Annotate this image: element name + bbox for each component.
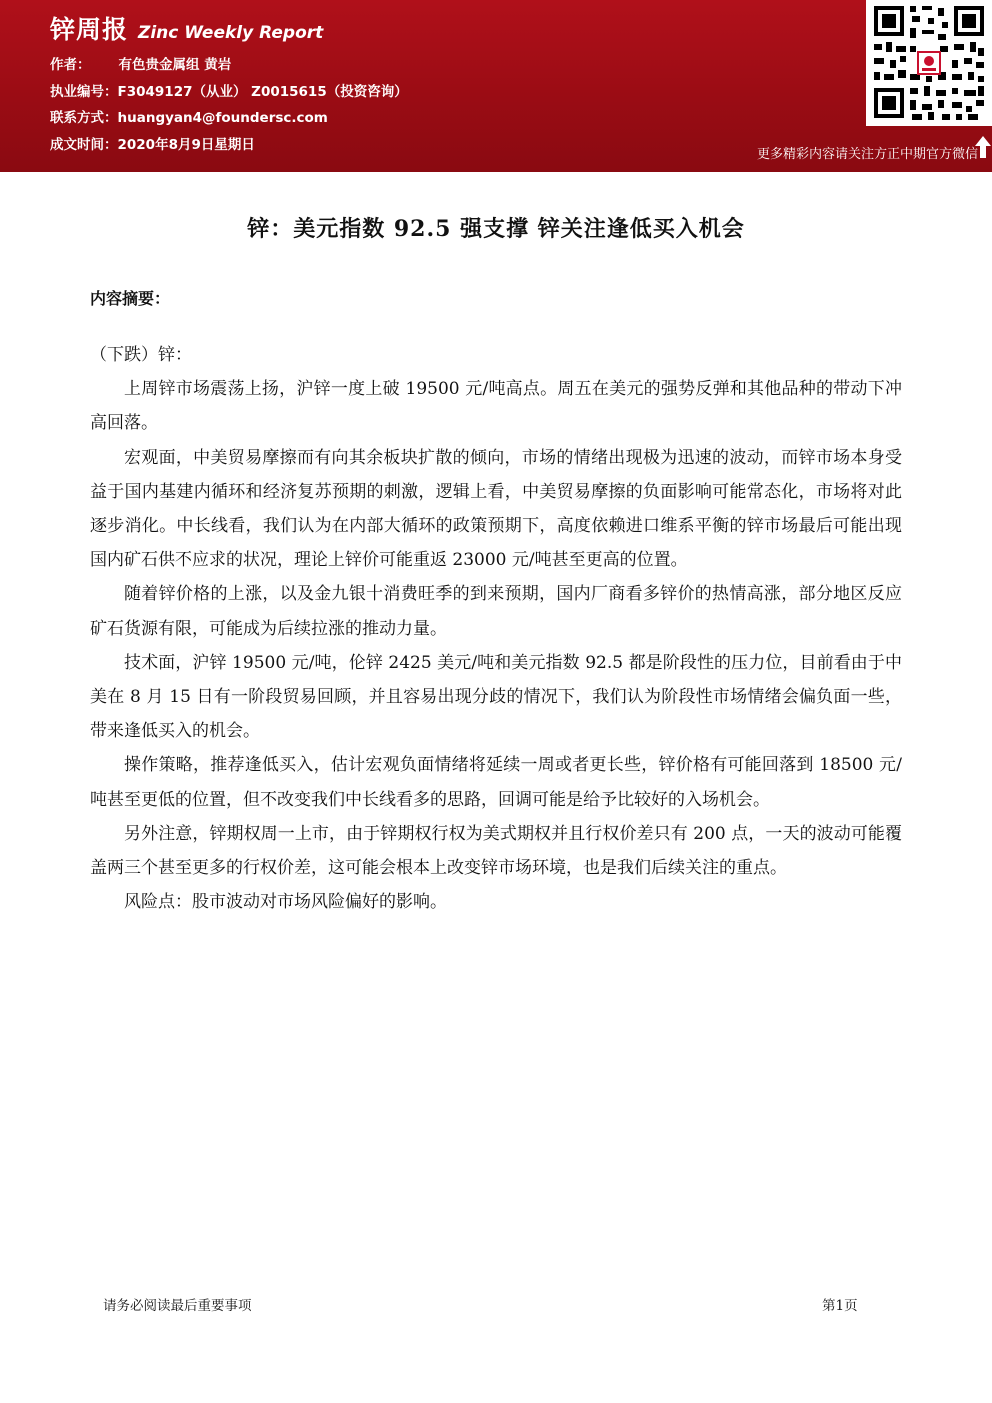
summary-body (90, 338, 902, 919)
paragraph-technical: 技术面，沪锌 19500 元/吨，伦锌 2425 美元/吨和美元指数 92.5 都是阶段性的压力位，目前看由于中美在 8 月 15 日有一阶段贸易回顾，并且容易出现分歧的情况下，我们认为阶段性市场情绪会偏负面一些，带来逢低买入的机会。 (90, 652, 902, 742)
author-label: 作者： (50, 57, 91, 73)
author-meta (50, 52, 408, 158)
arrow-up-icon[interactable] (974, 134, 992, 160)
author-row (50, 52, 408, 79)
document-title: 锌：美元指数 92.5 强支撑 锌关注逢低买入机会 (247, 216, 745, 242)
paragraph-macro: 宏观面，中美贸易摩擦而有向其余板块扩散的倾向，市场的情绪出现极为迅速的波动，而锌市场本身受益于国内基建内循环和经济复苏预期的刺激，逻辑上看，中美贸易摩擦的负面影响可能常态化，市场将对此逐步消化。中长线看，我们认为在内部大循环的政策预期下，高度依赖进口维系平衡的锌市场最后可能出现国内矿石供不应求的状况，理论上锌价可能重返 23000 元/吨甚至更高的位置。 (90, 447, 902, 571)
brand-chinese: 锌周报 (50, 15, 129, 44)
qr-code-icon (866, 0, 992, 126)
paragraph-demand: 随着锌价格的上涨，以及金九银十消费旺季的到来预期，国内厂商看多锌价的热情高涨，部分地区反应矿石货源有限，可能成为后续拉涨的推动力量。 (90, 584, 902, 639)
lead-line: （下跌）锌： (90, 345, 192, 365)
paragraph-market: 上周锌市场震荡上扬，沪锌一度上破 19500 元/吨高点。周五在美元的强势反弹和其他品种的带动下冲高回落。 (90, 379, 902, 434)
author-value: 有色贵金属组 黄岩 (118, 57, 232, 73)
paragraph-strategy: 操作策略，推荐逢低买入，估计宏观负面情绪将延续一周或者更长些，锌价格有可能回落到 18500 元/吨甚至更低的位置，但不改变我们中长线看多的思路，回调可能是给予比较好的入场机会。 (90, 755, 902, 810)
date-label: 成文时间： (50, 136, 118, 153)
follow-wechat-text: 更多精彩内容请关注方正中期官方微信 (756, 147, 978, 162)
contact-email[interactable]: huangyan4@foundersc.com (117, 110, 328, 126)
summary-label: 内容摘要： (90, 289, 171, 308)
date-value: 2020年8月9日星期日 (117, 136, 255, 153)
date-row (50, 132, 408, 159)
license-value: F3049127（从业） Z0015615（投资咨询） (117, 83, 408, 100)
license-label: 执业编号： (50, 83, 118, 100)
brand-english: Zinc Weekly Report (138, 23, 324, 43)
page-number: 第1页 (822, 1298, 858, 1314)
paragraph-risk: 风险点：股市波动对市场风险偏好的影响。 (124, 892, 447, 913)
contact-label: 联系方式： (50, 110, 118, 126)
license-row (50, 79, 408, 106)
brand (50, 10, 323, 46)
report-header (0, 0, 992, 172)
footer-notice: 请务必阅读最后重要事项 (103, 1298, 252, 1314)
contact-row (50, 105, 408, 132)
paragraph-options: 另外注意，锌期权周一上市，由于锌期权行权为美式期权并且行权价差只有 200 点，一天的波动可能覆盖两三个甚至更多的行权价差，这可能会根本上改变锌市场环境，也是我们后续关注的重点。 (90, 823, 902, 879)
